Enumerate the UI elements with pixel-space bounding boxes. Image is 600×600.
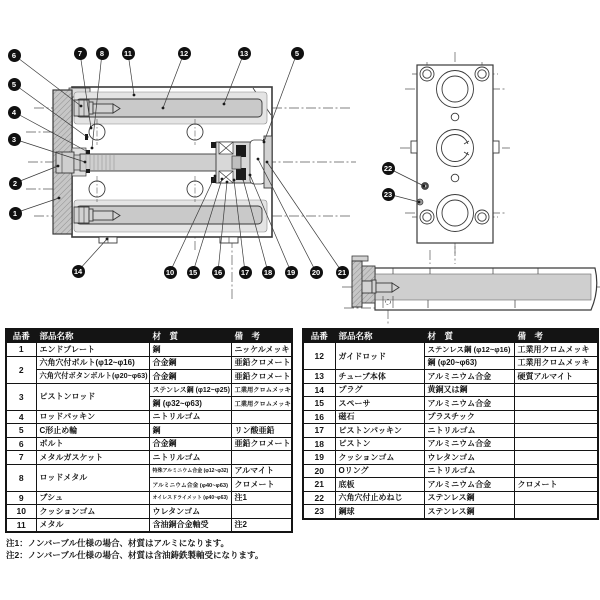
part-name: ピストン [335, 437, 424, 451]
callout-12: 12 [178, 47, 191, 60]
table-row [303, 478, 598, 492]
part-remark [514, 464, 598, 478]
part-number: 4 [6, 410, 36, 424]
part-material: 含油銅合金軸受 [149, 518, 231, 532]
column-header: 材 質 [424, 329, 514, 343]
part-name: メタル [36, 518, 149, 532]
part-remark: クロメート [514, 478, 598, 492]
callout-20: 20 [310, 266, 323, 279]
part-remark: ニッケルメッキ [231, 343, 292, 357]
part-material: 合金鋼 [149, 356, 231, 370]
part-name: エンドプレート [36, 343, 149, 357]
callout-18: 18 [262, 266, 275, 279]
part-material: ウレタンゴム [424, 451, 514, 465]
part-number: 11 [6, 518, 36, 532]
part-remark: クロメート [231, 478, 292, 492]
table-row [6, 424, 292, 438]
table-row [6, 518, 292, 532]
part-name: プラグ [335, 383, 424, 397]
part-number: 8 [6, 464, 36, 491]
callout-14: 14 [72, 265, 85, 278]
table-row [6, 491, 292, 505]
callout-13: 13 [238, 47, 251, 60]
part-material: ニトリルゴム [149, 451, 231, 465]
callout-5: 5 [291, 47, 304, 60]
part-remark: 亜鉛クロメート [231, 356, 292, 370]
part-number: 9 [6, 491, 36, 505]
part-number: 19 [303, 451, 335, 465]
part-number: 6 [6, 437, 36, 451]
table-row [6, 370, 292, 384]
part-material: アルミニウム合金 (φ40~φ63) [149, 478, 231, 492]
part-number: 10 [6, 505, 36, 519]
part-number: 5 [6, 424, 36, 438]
part-remark: 工業用クロムメッキ [231, 383, 292, 397]
part-name: 底板 [335, 478, 424, 492]
part-name: チューブ本体 [335, 370, 424, 384]
part-remark [231, 451, 292, 465]
part-material: 鋼 (φ32~φ63) [149, 397, 231, 411]
part-remark: 工業用クロムメッキ [514, 356, 598, 370]
part-material: ニトリルゴム [149, 410, 231, 424]
part-remark [514, 424, 598, 438]
callout-23: 23 [382, 188, 395, 201]
callout-5: 5 [8, 78, 21, 91]
parts-table-left [5, 328, 293, 533]
table-row [303, 343, 598, 357]
part-material: アルミニウム合金 [424, 478, 514, 492]
part-remark [514, 397, 598, 411]
table-row [303, 451, 598, 465]
part-remark: アルマイト [231, 464, 292, 478]
callout-19: 19 [285, 266, 298, 279]
piston-rod [80, 154, 218, 171]
part-number: 12 [303, 343, 335, 370]
plan-view [400, 52, 510, 256]
part-remark [514, 410, 598, 424]
part-material: ステンレス鋼 (φ12~φ25) [149, 383, 231, 397]
table-row [6, 343, 292, 357]
part-number: 16 [303, 410, 335, 424]
part-number: 2 [6, 356, 36, 383]
table-row [303, 491, 598, 505]
part-material: ステンレス鋼 [424, 491, 514, 505]
part-number: 3 [6, 383, 36, 410]
part-remark: 亜鉛クロメート [231, 370, 292, 384]
part-name: ピストンパッキン [335, 424, 424, 438]
part-name: 六角穴付ボタンボルト(φ20~φ63) [36, 370, 149, 384]
part-name: 磁石 [335, 410, 424, 424]
footnote-2: 注2：ノンバーブル仕様の場合、材質は含油鋳鉄製軸受になります。 [6, 550, 264, 560]
part-material: プラスチック [424, 410, 514, 424]
callout-17: 17 [239, 266, 252, 279]
callout-1: 1 [9, 207, 22, 220]
part-name: ボルト [36, 437, 149, 451]
part-material: アルミニウム合金 [424, 370, 514, 384]
part-name: 鋼球 [335, 505, 424, 519]
part-name: クッションゴム [335, 451, 424, 465]
part-remark: 注2 [231, 518, 292, 532]
part-name: メタルガスケット [36, 451, 149, 465]
callout-6: 6 [8, 49, 21, 62]
column-header: 備 考 [231, 329, 292, 343]
part-material: ステンレス鋼 (φ12~φ16) [424, 343, 514, 357]
table-row [6, 410, 292, 424]
callout-16: 16 [212, 266, 225, 279]
part-number: 14 [303, 383, 335, 397]
footnote-1: 注1：ノンバーブル仕様の場合、材質はアルミになります。 [6, 538, 230, 548]
part-name: ガイドロッド [335, 343, 424, 370]
part-material: 黄銅又は鋼 [424, 383, 514, 397]
callout-10: 10 [164, 266, 177, 279]
table-row [303, 383, 598, 397]
part-remark: 工業用クロムメッキ [514, 343, 598, 357]
part-number: 1 [6, 343, 36, 357]
table-row [6, 383, 292, 397]
callout-21: 21 [336, 266, 349, 279]
part-number: 15 [303, 397, 335, 411]
column-header: 備 考 [514, 329, 598, 343]
callout-8: 8 [96, 47, 109, 60]
part-remark [231, 505, 292, 519]
part-name: Oリング [335, 464, 424, 478]
part-name: ブシュ [36, 491, 149, 505]
part-remark: 工業用クロムメッキ [231, 397, 292, 411]
table-row [303, 424, 598, 438]
callout-2: 2 [9, 177, 22, 190]
part-material: ニトリルゴム [424, 424, 514, 438]
part-name: ロッドパッキン [36, 410, 149, 424]
part-remark [514, 491, 598, 505]
side-view [342, 246, 600, 325]
part-material: ニトリルゴム [424, 464, 514, 478]
table-row [6, 451, 292, 465]
table-row [303, 397, 598, 411]
part-number: 17 [303, 424, 335, 438]
column-header: 部品名称 [36, 329, 149, 343]
part-remark [514, 437, 598, 451]
part-material: ウレタンゴム [149, 505, 231, 519]
callout-11: 11 [122, 47, 135, 60]
column-header: 材 質 [149, 329, 231, 343]
table-row [6, 356, 292, 370]
part-material: 鋼 [149, 424, 231, 438]
part-material: アルミニウム合金 [424, 437, 514, 451]
part-number: 20 [303, 464, 335, 478]
part-name: 六角穴付ボルト(φ12~φ16) [36, 356, 149, 370]
footnotes [6, 537, 263, 561]
table-row [6, 464, 292, 478]
part-name: C形止め輪 [36, 424, 149, 438]
part-material: 鋼 [149, 343, 231, 357]
table-row [303, 505, 598, 519]
part-number: 23 [303, 505, 335, 519]
table-row [303, 370, 598, 384]
part-remark: 亜鉛クロメート [231, 437, 292, 451]
column-header: 品番 [6, 329, 36, 343]
part-material: 合金鋼 [149, 437, 231, 451]
part-remark: 硬質アルマイト [514, 370, 598, 384]
part-name: 六角穴付止めねじ [335, 491, 424, 505]
part-remark: リン酸亜鉛 [231, 424, 292, 438]
part-material: アルミニウム合金 [424, 397, 514, 411]
table-row [303, 437, 598, 451]
part-number: 7 [6, 451, 36, 465]
table-row [303, 464, 598, 478]
part-material: 特殊アルミニウム合金 (φ12~φ32) [149, 464, 231, 478]
table-row [6, 505, 292, 519]
part-remark [514, 505, 598, 519]
part-material: 合金鋼 [149, 370, 231, 384]
callout-22: 22 [382, 162, 395, 175]
part-material: オイレスドライメット (φ40~φ63) [149, 491, 231, 505]
part-name: スペーサ [335, 397, 424, 411]
part-number: 21 [303, 478, 335, 492]
table-row [303, 410, 598, 424]
part-remark: 注1 [231, 491, 292, 505]
part-name: ロッドメタル [36, 464, 149, 491]
part-remark [231, 410, 292, 424]
callout-15: 15 [187, 266, 200, 279]
part-number: 18 [303, 437, 335, 451]
part-name: ピストンロッド [36, 383, 149, 410]
column-header: 部品名称 [335, 329, 424, 343]
table-row [6, 437, 292, 451]
callout-4: 4 [8, 106, 21, 119]
callout-3: 3 [8, 133, 21, 146]
parts-table-right [302, 328, 599, 520]
part-material: 鋼 (φ20~φ63) [424, 356, 514, 370]
part-name: クッションゴム [36, 505, 149, 519]
part-number: 13 [303, 370, 335, 384]
part-remark [514, 451, 598, 465]
callout-7: 7 [74, 47, 87, 60]
part-number: 22 [303, 491, 335, 505]
part-material: ステンレス鋼 [424, 505, 514, 519]
part-remark [514, 383, 598, 397]
column-header: 品番 [303, 329, 335, 343]
